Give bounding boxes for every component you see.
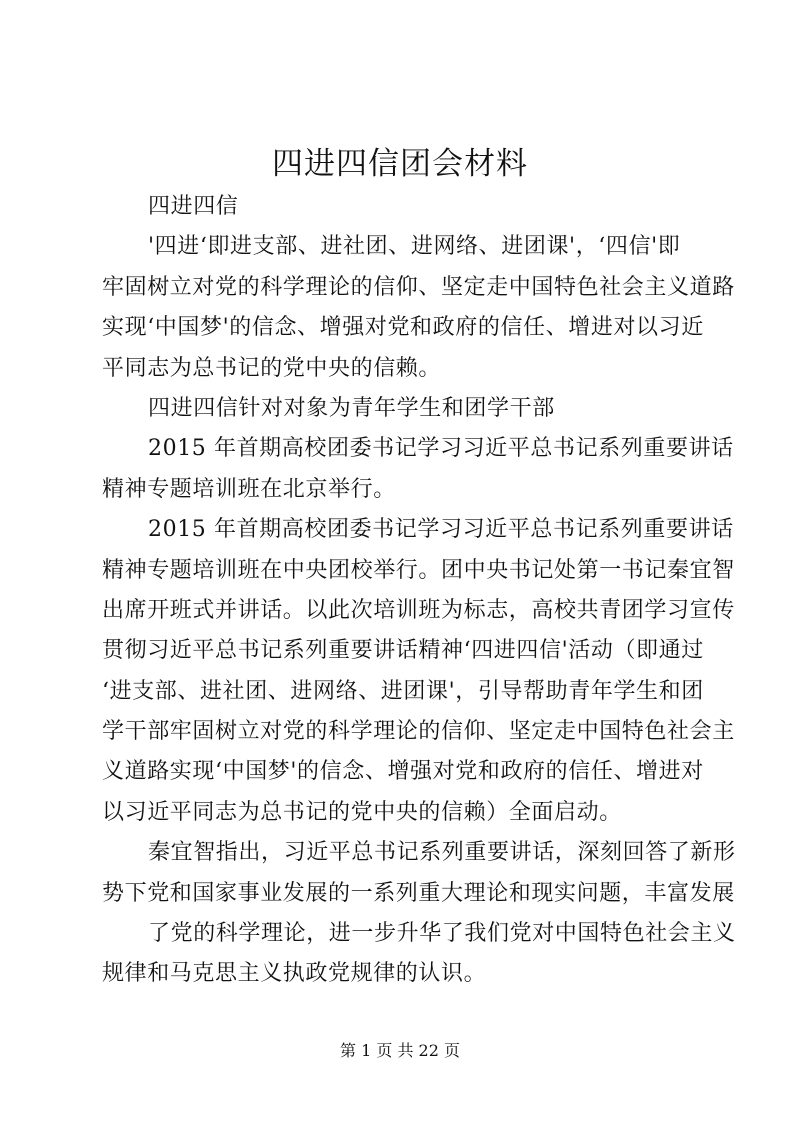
page-footer: 第 1 页 共 22 页 <box>340 1041 460 1060</box>
paragraph-line: 势下党和国家事业发展的一系列重大理论和现实问题，丰富发展 <box>102 880 735 906</box>
paragraph-line: 贯彻习近平总书记系列重要讲话精神‘四进四信'活动（即通过 <box>102 638 704 664</box>
paragraph-line: 了党的科学理论，进一步升华了我们党对中国特色社会主义 <box>148 921 736 947</box>
paragraph-line: 2015 年首期高校团委书记学习习近平总书记系列重要讲话 <box>148 436 734 462</box>
paragraph-line: 四进四信针对对象为青年学生和团学干部 <box>148 395 555 421</box>
paragraph-line: 以习近平同志为总书记的党中央的信赖）全面启动。 <box>102 799 622 825</box>
paragraph-line: '四进‘即进支部、进社团、进网络、进团课'，‘四信'即 <box>148 234 681 260</box>
paragraph-line: 精神专题培训班在中央团校举行。团中央书记处第一书记秦宜智 <box>102 557 735 583</box>
heading-line: 四进四信 <box>148 194 239 219</box>
paragraph-line: 精神专题培训班在北京举行。 <box>102 476 396 502</box>
paragraph-line: 秦宜智指出，习近平总书记系列重要讲话，深刻回答了新形 <box>148 840 736 866</box>
paragraph-line: 2015 年首期高校团委书记学习习近平总书记系列重要讲话 <box>148 517 734 543</box>
paragraph-line: 平同志为总书记的党中央的信赖。 <box>102 355 442 381</box>
paragraph-line: 出席开班式并讲话。以此次培训班为标志，高校共青团学习宣传 <box>102 597 735 623</box>
paragraph-line: ‘进支部、进社团、进网络、进团课'，引导帮助青年学生和团 <box>102 678 704 704</box>
document-title: 四进四信团会材料 <box>272 146 528 182</box>
paragraph-line: 学干部牢固树立对党的科学理论的信仰、坚定走中国特色社会主 <box>102 719 735 745</box>
paragraph-line: 实现‘中国梦'的信念、增强对党和政府的信任、增进对以习近 <box>102 315 704 341</box>
paragraph-line: 规律和马克思主义执政党规律的认识。 <box>102 961 487 987</box>
paragraph-line: 牢固树立对党的科学理论的信仰、坚定走中国特色社会主义道路 <box>102 274 735 300</box>
paragraph-line: 义道路实现‘中国梦'的信念、增强对党和政府的信任、增进对 <box>102 759 704 785</box>
document-body <box>102 187 736 995</box>
